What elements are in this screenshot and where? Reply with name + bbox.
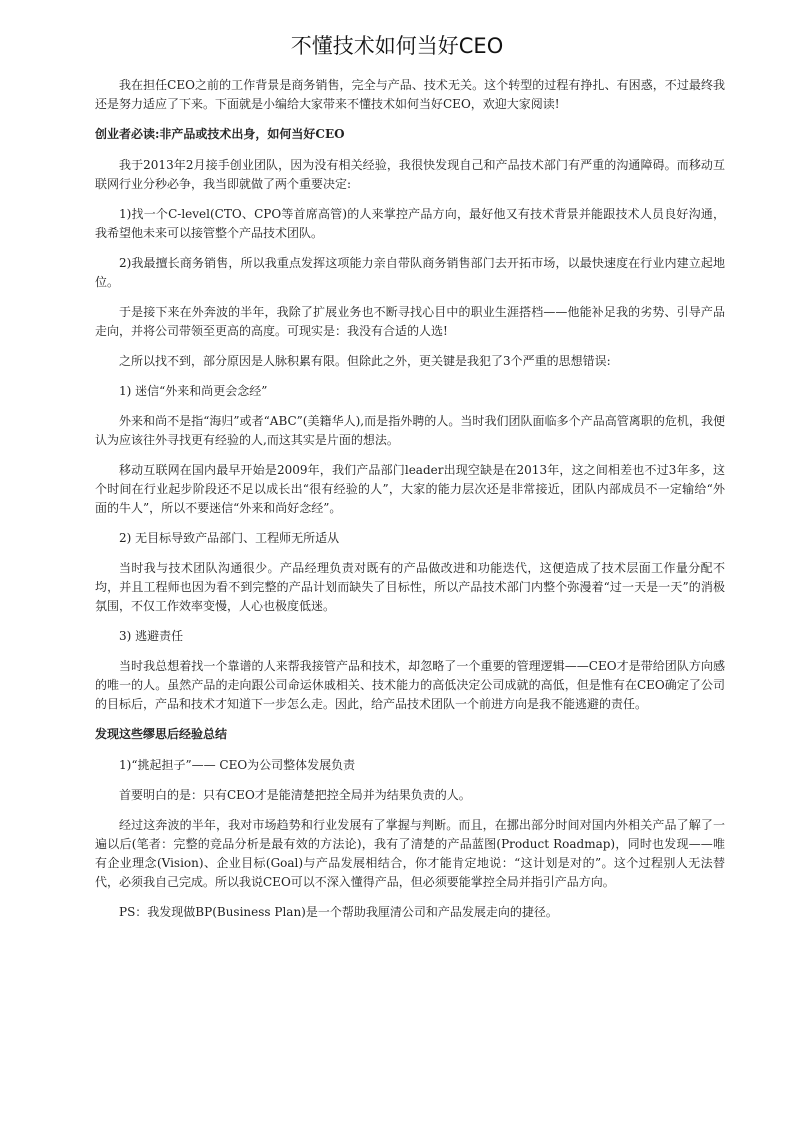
- paragraph: 当时我与技术团队沟通很少。产品经理负责对既有的产品做改进和功能迭代，这便造成了技术层面工作量分配不均，并且工程师也因为看不到完整的产品计划而缺失了目标性，所以产品技术部门内整个弥漫着“过一天是一天”的消极氛围，不仅工作效率变慢，人心也极度低迷。: [95, 561, 725, 613]
- paragraph: 我在担任CEO之前的工作背景是商务销售，完全与产品、技术无关。这个转型的过程有挣扎、有困惑，不过最终我还是努力适应了下来。下面就是小编给大家带来不懂技术如何当好CEO，欢迎大家阅读!: [95, 78, 725, 111]
- paragraph: PS：我发现做BP(Business Plan)是一个帮助我厘清公司和产品发展走向的捷径。: [119, 905, 558, 919]
- paragraph: 2)我最擅长商务销售，所以我重点发挥这项能力亲自带队商务销售部门去开拓市场，以最快速度在行业内建立起地位。: [95, 256, 725, 289]
- paragraph: 1)找一个C-level(CTO、CPO等首席高管)的人来掌控产品方向，最好他又有技术背景并能跟技术人员良好沟通，我希望他未来可以接管整个产品技术团队。: [95, 207, 725, 240]
- page-title: 不懂技术如何当好CEO: [290, 34, 504, 58]
- list-item-heading: 2) 无目标导致产品部门、工程师无所适从: [119, 531, 340, 545]
- list-item-heading: 1) 迷信“外来和尚更会念经”: [119, 384, 268, 398]
- article-body: [95, 76, 725, 933]
- paragraph: 我于2013年2月接手创业团队，因为没有相关经验，我很快发现自己和产品技术部门有严重的沟通障碍。而移动互联网行业分秒必争，我当即就做了两个重要决定:: [95, 158, 725, 191]
- paragraph: 当时我总想着找一个靠谱的人来帮我接管产品和技术，却忽略了一个重要的管理逻辑——CEO才是带给团队方向感的唯一的人。虽然产品的走向跟公司命运休戚相关、技术能力的高低决定公司成就的高低，但是惟有在CEO确定了公司的目标后，产品和技术才知道下一步怎么走。因此，给产品技术团队一个前进方向是我不能逃避的责任。: [95, 659, 725, 711]
- section-heading: 发现这些缪思后经验总结: [95, 727, 228, 741]
- paragraph: 移动互联网在国内最早开始是2009年，我们产品部门leader出现空缺是在2013年，这之间相差也不过3年多，这个时间在行业起步阶段还不足以成长出“很有经验的人”，大家的能力层次还是非常接近，团队内部成员不一定输给“外面的牛人”，所以不要迷信“外来和尚好念经”。: [95, 463, 725, 515]
- list-item-heading: 1)“挑起担子”—— CEO为公司整体发展负责: [119, 758, 356, 772]
- paragraph: 经过这奔波的半年，我对市场趋势和行业发展有了掌握与判断。而且，在挪出部分时间对国内外相关产品了解了一遍以后(笔者：完整的竞品分析是最有效的方法论)，我有了清楚的产品蓝图(Product Roadmap)，同时也发现——唯有企业理念(Vision)、企业目标(Goal)与产品发展相结合，你才能肯定地说：“这计划是对的”。这个过程别人无法替代，必须我自己完成。所以我说CEO可以不深入懂得产品，但必须要能掌控全局并指引产品方向。: [95, 818, 725, 889]
- section-heading: 创业者必读:非产品或技术出身，如何当好CEO: [95, 127, 345, 141]
- paragraph: 首要明白的是：只有CEO才是能清楚把控全局并为结果负责的人。: [119, 788, 471, 802]
- list-item-heading: 3) 逃避责任: [119, 629, 184, 643]
- paragraph: 之所以找不到，部分原因是人脉积累有限。但除此之外，更关键是我犯了3个严重的思想错误:: [119, 354, 611, 368]
- paragraph: 于是接下来在外奔波的半年，我除了扩展业务也不断寻找心目中的职业生涯搭档——他能补足我的劣势、引导产品走向，并将公司带领至更高的高度。可现实是：我没有合适的人选!: [95, 305, 725, 338]
- paragraph: 外来和尚不是指“海归”或者“ABC”(美籍华人),而是指外聘的人。当时我们团队面临多个产品高管离职的危机，我便认为应该往外寻找更有经验的人,而这其实是片面的想法。: [95, 414, 725, 447]
